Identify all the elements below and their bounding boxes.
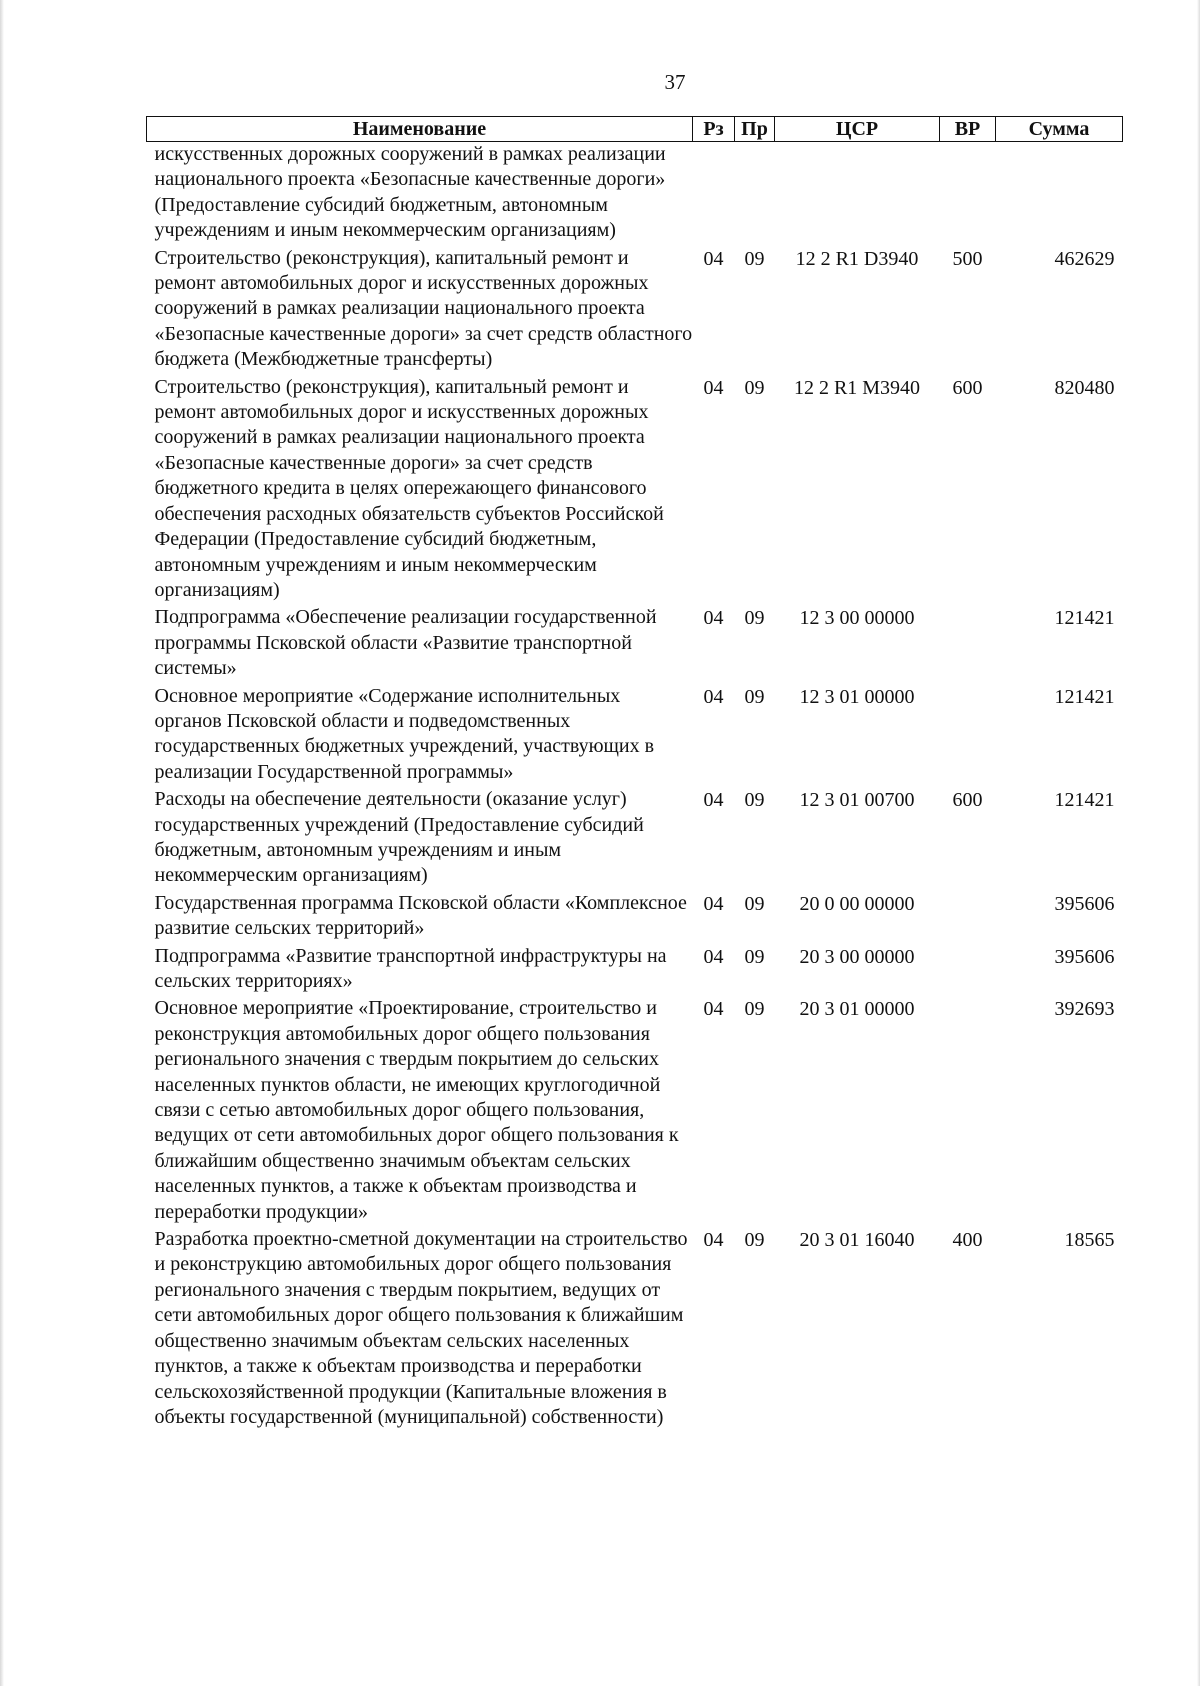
- row-csr: 20 3 01 16040: [799, 1229, 915, 1252]
- row-sum: [996, 142, 1123, 246]
- row-name: Строительство (реконструкция), капитальный ремонт и ремонт автомобильных дорог и искусственных дорожных сооружений в рамках реализации национального проекта «Безопасные качественные дороги» за счет средств бюджетного кредита в целях опережающего финансового обеспечения расходных обязательств субъектов Российской Федерации (Предоставление субсидий бюджетным, автономным учреждениям и иным некоммерческим организациям): [154, 375, 664, 601]
- row-sum: 121421: [1054, 685, 1115, 708]
- row-csr: 20 0 00 00000: [799, 892, 915, 915]
- row-vr: [940, 142, 996, 246]
- row-pr: 09: [744, 376, 765, 399]
- table-row: [147, 787, 1123, 891]
- scan-edge-left: [0, 0, 4, 1686]
- budget-table: [146, 116, 1123, 1432]
- row-sum: 462629: [1054, 247, 1115, 270]
- table-header: [147, 117, 1123, 142]
- table-row: [147, 375, 1123, 606]
- table-row: [147, 142, 1123, 246]
- row-name: Подпрограмма «Обеспечение реализации государственной программы Псковской области «Развитие транспортной системы»: [154, 606, 657, 680]
- row-rz: 04: [703, 1229, 724, 1252]
- row-sum: 121421: [1054, 789, 1115, 812]
- row-vr: [940, 684, 996, 788]
- row-sum: 392693: [1054, 998, 1115, 1021]
- table-header-row: [147, 117, 1123, 142]
- row-sum: 18565: [1064, 1229, 1115, 1252]
- row-pr: 09: [744, 945, 765, 968]
- row-vr: 400: [952, 1229, 983, 1252]
- row-vr: 500: [952, 247, 983, 270]
- row-csr: 20 3 00 00000: [799, 945, 915, 968]
- row-pr: 09: [744, 685, 765, 708]
- row-rz: 04: [703, 607, 724, 630]
- row-pr: [735, 142, 775, 246]
- row-sum: 395606: [1054, 945, 1115, 968]
- row-sum: 820480: [1054, 376, 1115, 399]
- row-name: Основное мероприятие «Содержание исполнительных органов Псковской области и подведомственных государственных бюджетных учреждений, участвующих в реализации Государственной программы»: [154, 684, 655, 783]
- header-sum: Сумма: [996, 117, 1123, 142]
- row-rz: [693, 142, 735, 246]
- row-rz: 04: [703, 247, 724, 270]
- row-pr: 09: [744, 789, 765, 812]
- row-pr: 09: [744, 247, 765, 270]
- row-pr: 09: [744, 1229, 765, 1252]
- row-pr: 09: [744, 607, 765, 630]
- header-pr: Пр: [735, 117, 775, 142]
- row-sum: 121421: [1054, 607, 1115, 630]
- row-vr: 600: [952, 789, 983, 812]
- row-rz: 04: [703, 789, 724, 812]
- header-csr: ЦСР: [775, 117, 940, 142]
- row-pr: 09: [744, 998, 765, 1021]
- header-name: Наименование: [147, 117, 693, 142]
- row-vr: [940, 605, 996, 683]
- table-row: [147, 246, 1123, 375]
- row-vr: [940, 944, 996, 997]
- page-number: 37: [664, 70, 686, 94]
- header-vr: ВР: [940, 117, 996, 142]
- row-name: Строительство (реконструкция), капитальный ремонт и ремонт автомобильных дорог и искусственных дорожных сооружений в рамках реализации национального проекта «Безопасные качественные дороги» за счет средств областного бюджета (Межбюджетные трансферты): [154, 246, 693, 371]
- row-name: Разработка проектно-сметной документации на строительство и реконструкцию автомобильных дорог общего пользования регионального значения с твердым покрытием, ведущих от сети автомобильных дорог общего пользования к ближайшим общественно значимым объектам сельских населенных пунктов, а также к объектам производства и переработки сельскохозяйственной продукции (Капитальные вложения в объекты государственной (муниципальной) собственности): [154, 1228, 688, 1428]
- row-sum: 395606: [1054, 892, 1115, 915]
- row-csr: [775, 142, 940, 246]
- row-vr: [940, 996, 996, 1227]
- table-row: [147, 944, 1123, 997]
- row-rz: 04: [703, 376, 724, 399]
- row-rz: 04: [703, 892, 724, 915]
- row-csr: 12 3 00 00000: [799, 607, 915, 630]
- table-row: [147, 996, 1123, 1227]
- row-csr: 12 2 R1 M3940: [793, 376, 921, 399]
- row-name: Основное мероприятие «Проектирование, строительство и реконструкция автомобильных дорог общего пользования регионального значения с твердым покрытием до сельских населенных пунктов области, не имеющих круглогодичной связи с сетью автомобильных дорог общего пользования, ведущих от сети автомобильных дорог общего пользования к ближайшим общественно значимым объектам сельских населенных пунктов, а также к объектам производства и переработки продукции»: [154, 997, 679, 1223]
- row-csr: 12 2 R1 D3940: [795, 247, 919, 270]
- row-name: искусственных дорожных сооружений в рамках реализации национального проекта «Безопасные качественные дороги» (Предоставление субсидий бюджетным, автономным учреждениям и иным некоммерческим организациям): [154, 143, 666, 242]
- row-csr: 20 3 01 00000: [799, 998, 915, 1021]
- row-rz: 04: [703, 998, 724, 1021]
- row-name: Расходы на обеспечение деятельности (оказание услуг) государственных учреждений (Предоставление субсидий бюджетным, автономным учреждениям и иным некоммерческим организациям): [154, 788, 644, 887]
- row-rz: 04: [703, 945, 724, 968]
- table-row: [147, 891, 1123, 944]
- row-vr: 600: [952, 376, 983, 399]
- row-pr: 09: [744, 892, 765, 915]
- row-csr: 12 3 01 00700: [799, 789, 915, 812]
- table-row: [147, 1227, 1123, 1432]
- row-vr: [940, 891, 996, 944]
- header-rz: Рз: [693, 117, 735, 142]
- row-csr: 12 3 01 00000: [799, 685, 915, 708]
- table-row: [147, 605, 1123, 683]
- table-body: [147, 142, 1123, 1433]
- row-rz: 04: [703, 685, 724, 708]
- table-row: [147, 684, 1123, 788]
- row-name: Государственная программа Псковской области «Комплексное развитие сельских территорий»: [154, 891, 687, 940]
- row-name: Подпрограмма «Развитие транспортной инфраструктуры на сельских территориях»: [154, 944, 667, 992]
